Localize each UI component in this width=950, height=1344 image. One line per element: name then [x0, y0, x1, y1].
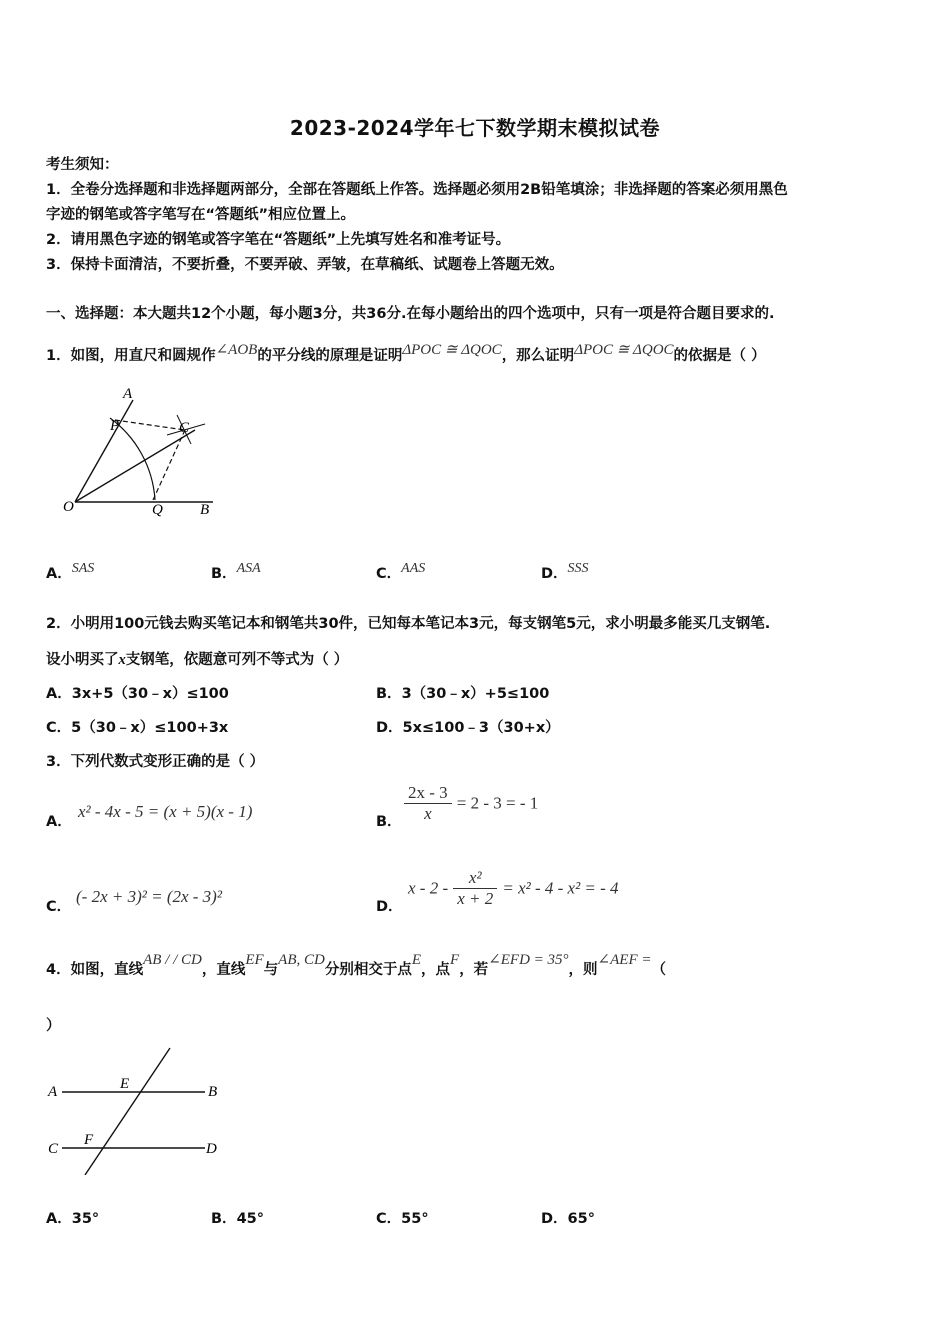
- q4-option-d[interactable]: D．65°: [541, 1211, 595, 1227]
- line-ef: [85, 1048, 170, 1175]
- q3-option-a-letter[interactable]: A．: [46, 814, 72, 830]
- question-1-stem: 1．如图，用直尺和圆规作∠AOB的平分线的原理是证明ΔPOC ≅ ΔQOC，那么证明ΔPOC ≅ ΔQOC的依据是（ ）: [46, 342, 766, 364]
- section-heading: 一、选择题：本大题共12个小题，每小题3分，共36分.在每小题给出的四个选项中，只有一项是符合题目要求的.: [46, 306, 775, 322]
- question-2-line-2: 设小明买了x支钢笔，依题意可列不等式为（ ）: [46, 652, 349, 668]
- q1-angle-bisector-figure: [55, 380, 230, 525]
- segment-pc: [115, 420, 185, 430]
- q3-option-a-expr: x² - 4x - 5 = (x + 5)(x - 1): [78, 802, 253, 821]
- ray-oc: [75, 430, 195, 502]
- label-p: P: [110, 418, 120, 434]
- notice-heading: 考生须知：: [46, 157, 119, 173]
- notice-item-1-line-2: 字迹的钢笔或答字笔写在“答题纸”相应位置上。: [46, 207, 356, 223]
- question-2-line-1: 2．小明用100元钱去购买笔记本和钢笔共30件，已知每本笔记本3元，每支钢笔5元，求小明最多能买几支钢笔.: [46, 616, 771, 632]
- q4-parallel-lines-figure: [40, 1040, 240, 1175]
- label-e: E: [120, 1076, 130, 1092]
- label-f: F: [84, 1132, 94, 1148]
- q1-option-b[interactable]: B．ASA: [211, 561, 261, 582]
- q2-option-d[interactable]: D．5x≤100﹣3（30+x）: [376, 720, 560, 736]
- label-c: C: [179, 420, 190, 436]
- label-b: B: [208, 1084, 218, 1100]
- question-4-stem-end: ）: [46, 1018, 61, 1034]
- question-4-stem: 4．如图，直线AB / / CD，直线EF与AB, CD分别相交于点E，点F，若∠EFD = 35°，则∠AEF =（: [46, 952, 666, 978]
- label-c: C: [48, 1141, 59, 1157]
- notice-item-1-line-1: 1．全卷分选择题和非选择题两部分，全部在答题纸上作答。选择题必须用2B铅笔填涂；非选择题的答案必须用黑色: [46, 182, 788, 198]
- q3-option-d-letter[interactable]: D．: [376, 899, 403, 915]
- q3-option-b-letter[interactable]: B．: [376, 814, 402, 830]
- q3-option-c-expr: (- 2x + 3)² = (2x - 3)²: [76, 887, 222, 906]
- notice-item-3: 3．保持卡面清洁，不要折叠，不要弄破、弄皱，在草稿纸、试题卷上答题无效。: [46, 257, 564, 273]
- label-q: Q: [152, 502, 163, 518]
- q2-option-a[interactable]: A．3x+5（30﹣x）≤100: [46, 686, 229, 702]
- q3-option-d-expr: x - 2 - $\frac{\text{x²}}{x + 2}$ = x² - 4 - x² = - 4: [408, 868, 619, 908]
- q4-option-b[interactable]: B．45°: [211, 1211, 264, 1227]
- label-o: O: [63, 499, 74, 515]
- q3-b-fraction: $\frac{2x - 3}{x}$: [404, 783, 452, 824]
- q1-option-a[interactable]: A．SAS: [46, 561, 95, 582]
- q1-option-c[interactable]: C．AAS: [376, 561, 426, 582]
- ray-oa: [75, 400, 133, 502]
- q3-option-c-letter[interactable]: C．: [46, 899, 72, 915]
- q4-option-c[interactable]: C．55°: [376, 1211, 429, 1227]
- q1-triangle-expr-2: ΔPOC ≅ ΔQOC: [574, 342, 674, 358]
- page-title: 2023-2024学年七下数学期末模拟试卷: [289, 116, 661, 140]
- label-a: A: [48, 1084, 58, 1100]
- q4-option-a[interactable]: A．35°: [46, 1211, 100, 1227]
- q1-angle-expr: ∠AOB: [215, 342, 258, 358]
- label-b: B: [200, 502, 210, 518]
- q2-option-b[interactable]: B．3（30﹣x）+5≤100: [376, 686, 550, 702]
- q1-triangle-expr-1: ΔPOC ≅ ΔQOC: [402, 342, 502, 358]
- q3-d-fraction: $\frac{\text{x²}}{x + 2}$: [453, 868, 497, 909]
- question-3-stem: 3．下列代数式变形正确的是（ ）: [46, 754, 265, 770]
- notice-item-2: 2．请用黑色字迹的钢笔或答字笔在“答题纸”上先填写姓名和准考证号。: [46, 232, 511, 248]
- q1-option-d[interactable]: D．SSS: [541, 561, 589, 582]
- q2-option-c[interactable]: C．5（30﹣x）≤100+3x: [46, 720, 229, 736]
- q3-option-b-expr: $\frac{2x - 3}{x}$ = 2 - 3 = - 1: [404, 783, 538, 824]
- segment-qc: [153, 430, 185, 500]
- label-d: D: [206, 1141, 217, 1157]
- label-a: A: [123, 386, 133, 402]
